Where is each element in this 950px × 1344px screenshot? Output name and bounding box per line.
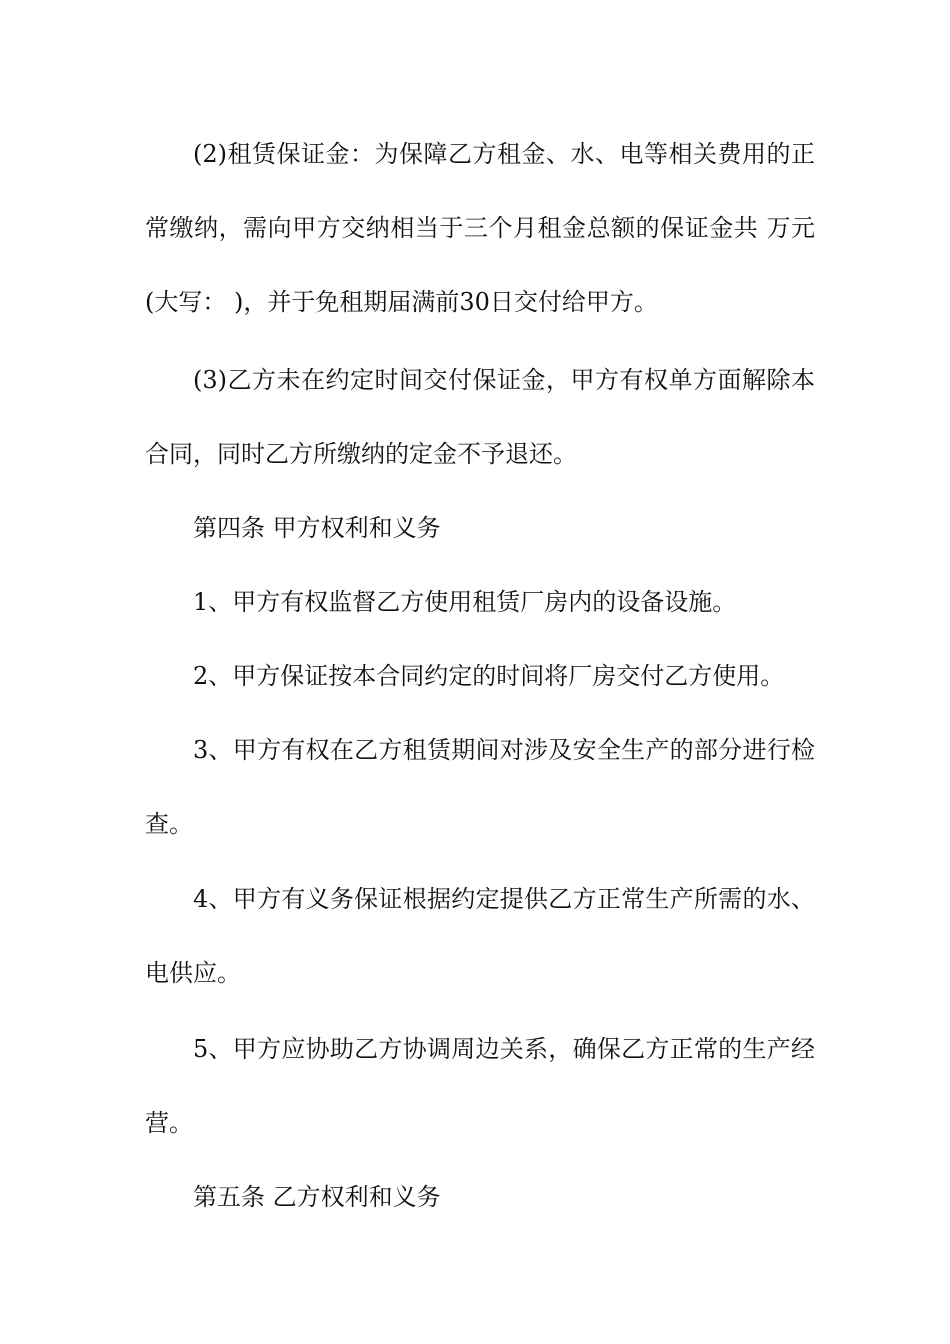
section-heading-article-5: 第五条 乙方权利和义务 [193,1183,441,1211]
paragraph-security-deposit: (2)租赁保证金：为保障乙方租金、水、电等相关费用的正常缴纳，需向甲方交纳相当于三个月租金总额的保证金共 万元(大写： )，并于免租期届满前30日交付给甲方。 [145,140,815,316]
clause-4-4: 4、甲方有义务保证根据约定提供乙方正常生产所需的水、电供应。 [145,885,815,987]
clause-4-5: 5、甲方应协助乙方协调周边关系，确保乙方正常的生产经营。 [145,1035,815,1137]
section-heading-article-4: 第四条 甲方权利和义务 [193,514,441,542]
paragraph-deposit-failure: (3)乙方未在约定时间交付保证金，甲方有权单方面解除本合同，同时乙方所缴纳的定金不予退还。 [145,366,815,468]
clause-4-3: 3、甲方有权在乙方租赁期间对涉及安全生产的部分进行检查。 [145,736,815,838]
clause-4-1: 1、甲方有权监督乙方使用租赁厂房内的设备设施。 [193,588,737,616]
clause-4-2: 2、甲方保证按本合同约定的时间将厂房交付乙方使用。 [193,662,785,690]
